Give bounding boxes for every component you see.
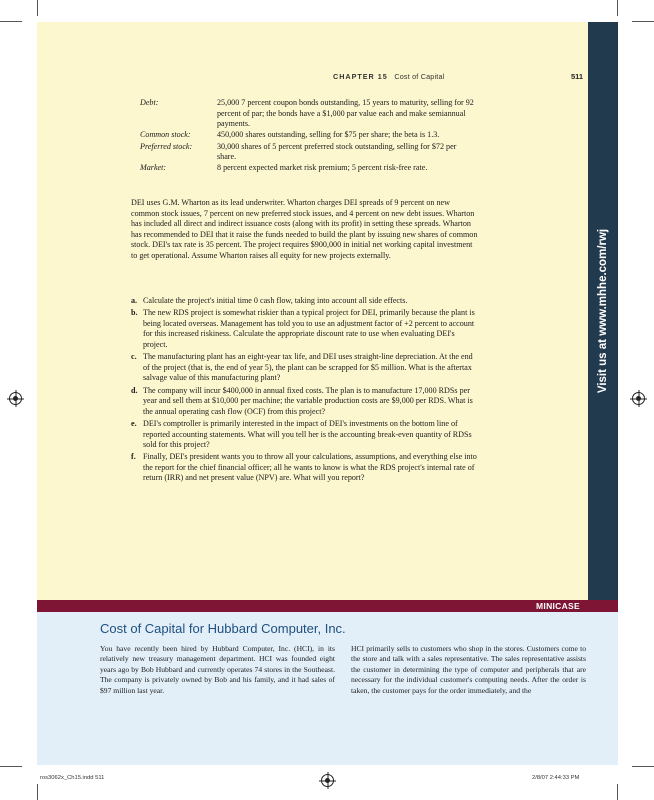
question-text: The new RDS project is somewhat riskier than a typical project for DEI, primarily because the plant is being located overseas. Management has told you to use an adjustment factor of +2 percent to account for this increased riskiness. Calculate the appropriate discount rate to use when evaluating DEI's project. bbox=[143, 308, 475, 349]
question-item bbox=[131, 308, 480, 350]
firm-data-list bbox=[140, 98, 475, 175]
crop-mark bbox=[632, 21, 654, 22]
question-letter: e. bbox=[131, 418, 137, 428]
question-text: Finally, DEI's president wants you to throw all your calculations, assumptions, and everything else into the report for the chief financial officer; all he wants to know is what the RDS project's internal rate of return (IRR) and net present value (NPV) are. What will you report? bbox=[143, 452, 477, 483]
minicase-title: Cost of Capital for Hubbard Computer, Inc. bbox=[100, 621, 346, 636]
sidebar-url-text: Visit us at www.mhhe.com/rwj bbox=[597, 228, 609, 394]
question-letter: a. bbox=[131, 296, 138, 305]
footer-timestamp: 2/8/07 2:44:33 PM bbox=[532, 775, 580, 781]
question-letter: c. bbox=[131, 352, 137, 362]
registration-mark-icon bbox=[321, 774, 334, 787]
sidebar-text-container bbox=[588, 22, 618, 600]
minicase-label: MINICASE bbox=[536, 601, 580, 611]
data-label: Preferred stock: bbox=[140, 141, 193, 151]
crop-mark bbox=[632, 766, 654, 767]
data-label: Common stock: bbox=[140, 130, 191, 140]
question-list bbox=[131, 296, 480, 486]
data-value: 8 percent expected market risk premium; 5 percent risk-free rate. bbox=[217, 163, 428, 173]
crop-mark bbox=[37, 784, 38, 800]
question-text: DEI's comptroller is primarily interested in the impact of DEI's investments on the bottom line of reported accounting statements. What will you tell her is the accounting break-even quantity of RDSs sold for this project? bbox=[143, 418, 472, 450]
question-item bbox=[131, 419, 480, 451]
chapter-title: Cost of Capital bbox=[394, 72, 445, 81]
running-header bbox=[333, 72, 444, 81]
body-paragraph: DEI uses G.M. Wharton as its lead underwriter. Wharton charges DEI spreads of 9 percent on new common stock issues, 7 percent on new preferred stock issues, and 4 percent on new debt issues. Wharton has included all direct and indirect issuance costs (along with its profit) in setting these spreads. Wharton has recommended to DEI that it raise the funds needed to build the plant by issuing new shares of common stock. DEI's tax rate is 35 percent. The project requires $900,000 in initial net working capital investment to get operational. Assume Wharton raises all equity for new projects externally. bbox=[131, 198, 478, 260]
chapter-label: CHAPTER 15 bbox=[333, 72, 388, 81]
question-letter: b. bbox=[131, 308, 138, 318]
question-text: The manufacturing plant has an eight-year tax life, and DEI uses straight-line depreciation. At the end of the project (that is, the end of year 5), the plant can be scrapped for $5 million. What is the aftertax salvage value of this manufacturing plant? bbox=[143, 352, 473, 383]
question-text: Calculate the project's initial time 0 cash flow, taking into account all side effects. bbox=[143, 296, 408, 305]
data-label: Market: bbox=[140, 163, 167, 173]
question-letter: d. bbox=[131, 385, 138, 395]
minicase-column-right: HCI primarily sells to customers who shop in the stores. Customers come to the store and talk with a sales representative. The sales representative assists the customer in determining the type of computer and peripherals that are necessary for the individual customer's computing needs. After the order is taken, the customer pays for the order immediately, and the bbox=[351, 644, 586, 695]
data-value: 450,000 shares outstanding, selling for $75 per share; the beta is 1.3. bbox=[217, 130, 440, 140]
crop-mark bbox=[617, 784, 618, 800]
data-row bbox=[140, 142, 475, 163]
crop-mark bbox=[37, 0, 38, 16]
data-row bbox=[140, 130, 475, 141]
question-letter: f. bbox=[131, 452, 136, 462]
question-text: The company will incur $400,000 in annual fixed costs. The plan is to manufacture 17,000 RDSs per year and sell them at $10,000 per machine; the variable production costs are $9,000 per RDS. What is the annual operating cash flow (OCF) from this project? bbox=[143, 385, 473, 416]
data-value: 25,000 7 percent coupon bonds outstanding, 15 years to maturity, selling for 92 percent of par; the bonds have a $1,000 par value each and make semiannual payments. bbox=[217, 98, 474, 129]
minicase-banner bbox=[37, 600, 618, 612]
data-row bbox=[140, 98, 475, 130]
data-row bbox=[140, 163, 475, 174]
data-label: Debt: bbox=[140, 98, 159, 107]
registration-mark-icon bbox=[632, 392, 645, 405]
data-value: 30,000 shares of 5 percent preferred stock outstanding, selling for $72 per share. bbox=[217, 141, 457, 162]
crop-mark bbox=[617, 0, 618, 16]
question-item bbox=[131, 296, 480, 307]
crop-mark bbox=[0, 766, 22, 767]
footer-file-info: ros3062x_Ch15.indd 511 bbox=[40, 775, 105, 781]
registration-mark-icon bbox=[9, 392, 22, 405]
page-number: 511 bbox=[571, 72, 584, 81]
question-item bbox=[131, 452, 480, 484]
question-item bbox=[131, 386, 480, 418]
minicase-column-left: You have recently been hired by Hubbard Computer, Inc. (HCI), in its relatively new treasury management department. HCI was founded eight years ago by Bob Hubbard and currently operates 74 stores in the Southeast. The company is privately owned by Bob and his family, and it had sales of $97 million last year. bbox=[100, 644, 335, 695]
crop-mark bbox=[0, 21, 22, 22]
question-item bbox=[131, 352, 480, 384]
